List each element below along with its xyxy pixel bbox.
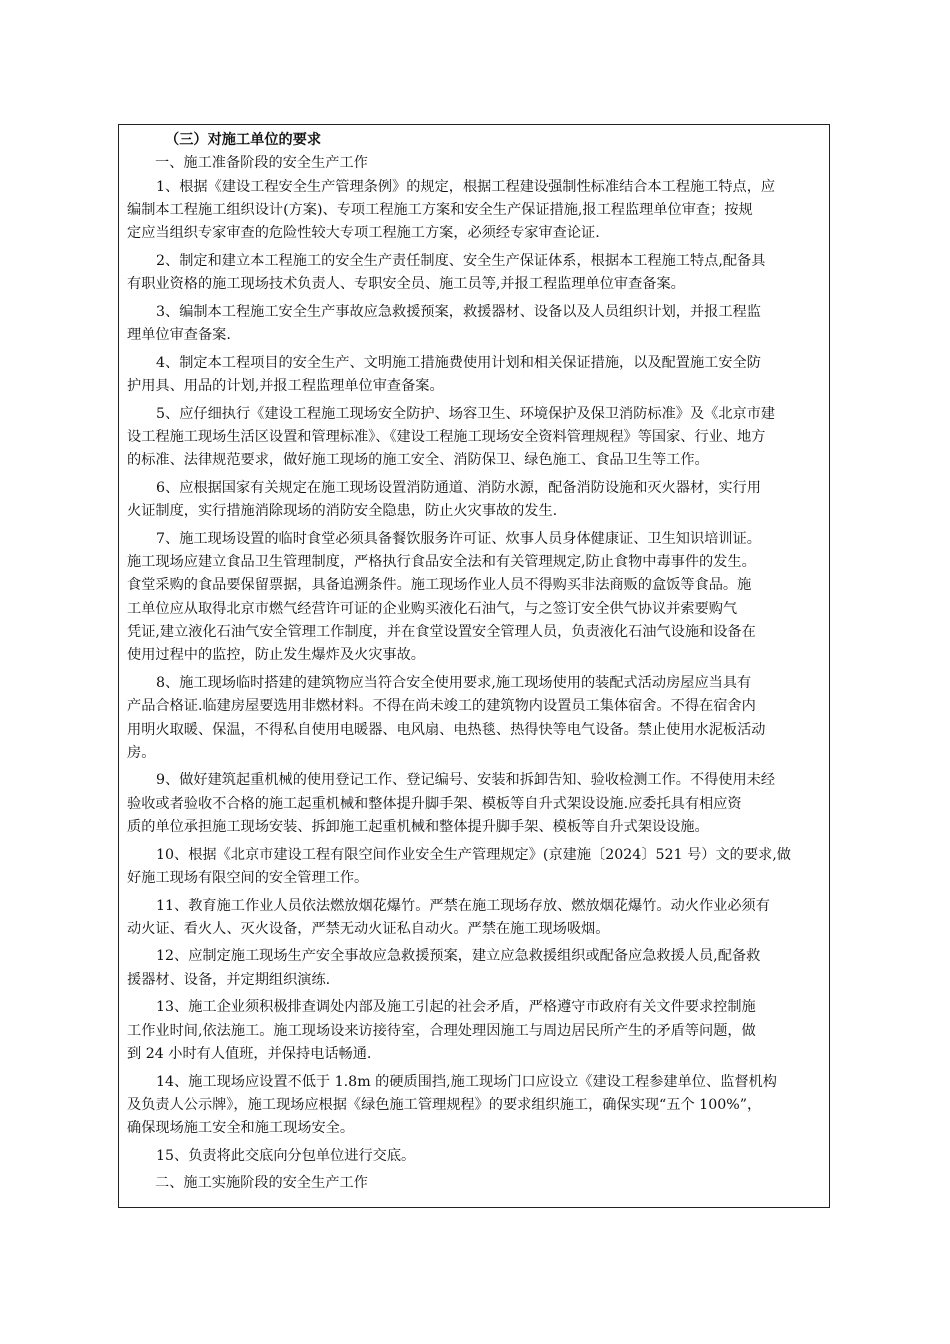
section-title: （三）对施工单位的要求	[165, 132, 322, 148]
requirement-line: 确保现场施工安全和施工现场安全。	[127, 1120, 355, 1137]
requirement-item	[127, 769, 823, 839]
requirement-first-line: 11、教育施工作业人员依法燃放烟花爆竹。严禁在施工现场存放、燃放烟花爆竹。动火作业必须有	[156, 897, 770, 914]
requirement-line: 食堂采购的食品要保留票据，具备追溯条件。施工现场作业人员不得购买非法商贩的盒饭等食品。施	[127, 577, 752, 594]
requirement-item	[127, 1145, 823, 1168]
requirement-line: 工单位应从取得北京市燃气经营许可证的企业购买液化石油气，与之签订安全供气协议并索要购气	[127, 600, 738, 617]
requirement-item	[127, 352, 823, 399]
requirement-item	[127, 403, 823, 473]
requirement-line: 房。	[127, 744, 156, 761]
requirement-line: 到 24 小时有人值班，并保持电话畅通.	[127, 1045, 372, 1062]
requirement-line: 验收或者验收不合格的施工起重机械和整体提升脚手架、模板等自升式架设设施.应委托具有相应资	[127, 795, 742, 812]
requirement-line: 理单位审查备案.	[127, 327, 231, 344]
requirement-first-line: 10、根据《北京市建设工程有限空间作业安全生产管理规定》(京建施〔2024〕521 号）文的要求,做	[156, 846, 791, 863]
requirement-first-line: 13、施工企业须积极排查调处内部及施工引起的社会矛盾，严格遵守市政府有关文件要求控制施	[156, 999, 756, 1016]
requirement-line: 设工程施工现场生活区设置和管理标准》、《建设工程施工现场安全资料管理规程》等国家、行业、地方	[127, 428, 766, 445]
requirement-item	[127, 945, 823, 992]
requirement-line: 凭证,建立液化石油气安全管理工作制度，并在食堂设置安全管理人员，负责液化石油气设施和设备在	[127, 624, 756, 640]
requirement-item	[127, 477, 823, 524]
requirement-item	[127, 528, 823, 668]
requirement-first-line: 6、应根据国家有关规定在施工现场设置消防通道、消防水源，配备消防设施和灭火器材，实行用	[156, 479, 761, 496]
requirement-first-line: 3、编制本工程施工安全生产事故应急救援预案，救援器材、设备以及人员组织计划，并报工程监	[156, 303, 761, 320]
requirement-line: 护用具、用品的计划,并报工程监理单位审查备案。	[127, 378, 444, 394]
stage1-heading: 一、施工准备阶段的安全生产工作	[155, 155, 368, 172]
requirement-line: 施工现场应建立食品卫生管理制度，严格执行食品安全法和有关管理规定,防止食物中毒事件的发生。	[127, 553, 756, 570]
requirement-line: 好施工现场有限空间的安全管理工作。	[127, 870, 369, 886]
requirement-item	[127, 176, 823, 246]
requirement-line: 有职业资格的施工现场技术负责人、专职安全员、施工员等,并报工程监理单位审查备案。	[127, 276, 685, 293]
stage2-heading: 二、施工实施阶段的安全生产工作	[155, 1175, 368, 1192]
requirement-line: 及负责人公示牌》，施工现场应根据《绿色施工管理规程》的要求组织施工，确保实现“五个 100%”，	[127, 1096, 762, 1113]
requirement-item	[127, 844, 823, 891]
requirement-first-line: 9、做好建筑起重机械的使用登记工作、登记编号、安装和拆卸告知、验收检测工作。不得使用未经	[156, 772, 776, 789]
requirement-first-line: 1、根据《建设工程安全生产管理条例》的规定，根据工程建设强制性标准结合本工程施工特点，应	[156, 178, 776, 195]
requirement-first-line: 4、制定本工程项目的安全生产、文明施工措施费使用计划和相关保证措施，以及配置施工安全防	[156, 354, 761, 371]
requirement-line: 定应当组织专家审查的危险性较大专项工程施工方案，必须经专家审查论证.	[127, 225, 600, 242]
requirement-first-line: 14、施工现场应设置不低于 1.8m 的硬质围挡,施工现场门口应设立《建设工程参建单位、监督机构	[156, 1073, 777, 1090]
requirement-first-line: 15、负责将此交底向分包单位进行交底。	[156, 1147, 416, 1164]
requirement-item	[127, 996, 823, 1066]
requirement-item	[127, 1071, 823, 1141]
requirement-item	[127, 250, 823, 297]
requirement-line: 火证制度，实行措施消除现场的消防安全隐患，防止火灾事故的发生.	[127, 503, 558, 520]
requirement-line: 工作业时间,依法施工。施工现场设来访接待室，合理处理因施工与周边居民所产生的矛盾等问题，做	[127, 1022, 756, 1039]
requirement-line: 产品合格证.临建房屋要选用非燃材料。不得在尚未竣工的建筑物内设置员工集体宿舍。不得在宿舍内	[127, 698, 756, 715]
requirement-first-line: 2、制定和建立本工程施工的安全生产责任制度、安全生产保证体系，根据本工程施工特点,配备具	[156, 252, 766, 269]
requirement-first-line: 8、施工现场临时搭建的建筑物应当符合安全使用要求,施工现场使用的装配式活动房屋应当具有	[156, 674, 752, 691]
requirement-line: 用明火取暖、保温，不得私自使用电暖器、电风扇、电热毯、热得快等电气设备。禁止使用水泥板活动	[127, 721, 766, 738]
requirement-line: 援器材、设备，并定期组织演练.	[127, 971, 331, 988]
requirement-item	[127, 672, 823, 765]
requirement-line: 使用过程中的监控，防止发生爆炸及火灾事故。	[127, 647, 425, 664]
requirement-item	[127, 895, 823, 942]
requirement-item	[127, 301, 823, 348]
requirement-list	[127, 176, 823, 1173]
requirement-line: 质的单位承担施工现场安装、拆卸施工起重机械和整体提升脚手架、模板等自升式架设设施。	[127, 819, 709, 836]
requirement-line: 的标准、法律规范要求，做好施工现场的施工安全、消防保卫、绿色施工、食品卫生等工作。	[127, 452, 709, 469]
requirement-line: 动火证、看火人、灭火设备，严禁无动火证私自动火。严禁在施工现场吸烟。	[127, 920, 610, 937]
requirement-first-line: 12、应制定施工现场生产安全事故应急救援预案，建立应急救援组织或配备应急救援人员,配备救	[156, 948, 761, 965]
content-frame	[118, 124, 830, 1208]
requirement-line: 编制本工程施工组织设计(方案)、专项工程施工方案和安全生产保证措施,报工程监理单位审查；按规	[127, 202, 753, 219]
requirement-first-line: 5、应仔细执行《建设工程施工现场安全防护、场容卫生、环境保护及保卫消防标准》及《北京市建	[156, 405, 776, 422]
requirement-first-line: 7、施工现场设置的临时食堂必须具备餐饮服务许可证、炊事人员身体健康证、卫生知识培训证。	[156, 530, 761, 547]
